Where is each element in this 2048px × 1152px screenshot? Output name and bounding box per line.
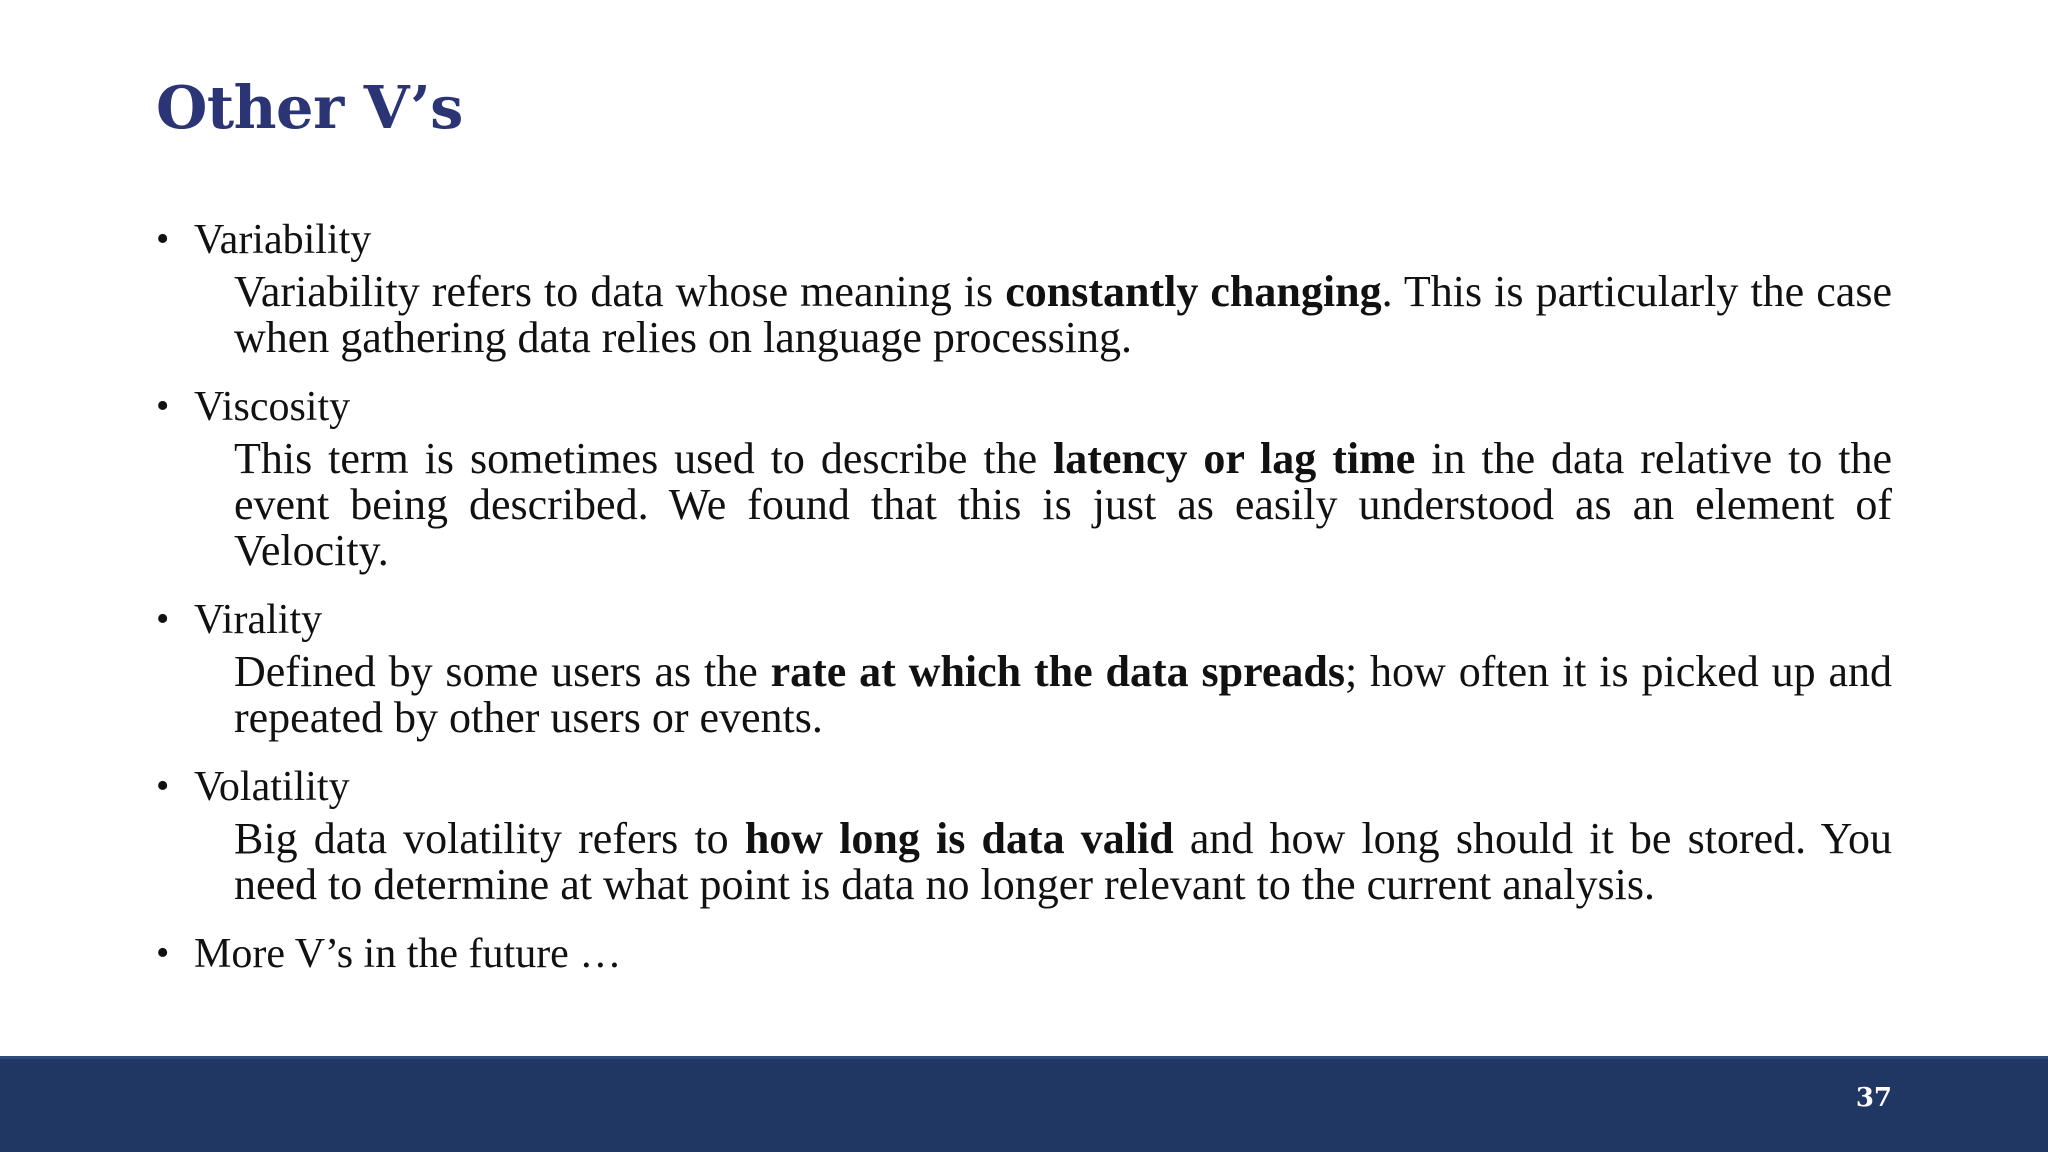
description-text: . This is particularly the case when gathering data relies on language processing. <box>234 267 1892 362</box>
bullet-item-variability <box>156 212 1892 361</box>
page-number: 37 <box>1855 1083 1892 1113</box>
bullet-heading: Volatility <box>194 764 350 810</box>
description-text: This term is sometimes used to describe the <box>234 434 1054 483</box>
bullet-heading: More V’s in the future … <box>194 931 622 977</box>
bullet-line <box>156 926 1892 983</box>
bullet-dot-icon: • <box>156 218 170 260</box>
description-text: in the data relative to the event being described. We found that this is just as easily understood as an element of Velocity. <box>234 434 1893 575</box>
bullet-dot-icon: • <box>156 598 170 640</box>
description-text: and how long should it be stored. You need to determine at what point is data no longer relevant to the current analysis. <box>234 814 1892 909</box>
bullet-item-volatility <box>156 759 1892 908</box>
bullet-description <box>234 269 1892 361</box>
bullet-item-virality <box>156 592 1892 741</box>
description-text: Variability refers to data whose meaning is <box>234 267 1006 316</box>
bullet-line <box>156 379 1892 436</box>
bullet-description <box>234 816 1892 908</box>
description-text: Defined by some users as the <box>234 647 771 696</box>
bullet-dot-icon: • <box>156 385 170 427</box>
bullet-description <box>234 436 1892 574</box>
bullet-description <box>234 649 1892 741</box>
description-emphasis: how long is data valid <box>744 814 1174 863</box>
description-emphasis: constantly changing <box>1005 267 1382 316</box>
slide-title: Other V’s <box>156 73 463 142</box>
description-emphasis: latency or lag time <box>1053 434 1416 483</box>
bullet-item-viscosity <box>156 379 1892 574</box>
bullet-heading: Variability <box>194 217 372 263</box>
bullet-line <box>156 212 1892 269</box>
bullet-list <box>156 212 1892 1001</box>
bullet-heading: Virality <box>194 597 323 643</box>
bullet-line <box>156 759 1892 816</box>
bullet-line <box>156 592 1892 649</box>
bullet-dot-icon: • <box>156 932 170 974</box>
bullet-item-more <box>156 926 1892 983</box>
description-emphasis: rate at which the data spreads <box>770 647 1345 696</box>
bullet-heading: Viscosity <box>194 384 351 430</box>
bullet-dot-icon: • <box>156 765 170 807</box>
footer-bar <box>0 1056 2048 1152</box>
description-text: Big data volatility refers to <box>234 814 745 863</box>
description-text: ; how often it is picked up and repeated by other users or events. <box>234 647 1893 742</box>
